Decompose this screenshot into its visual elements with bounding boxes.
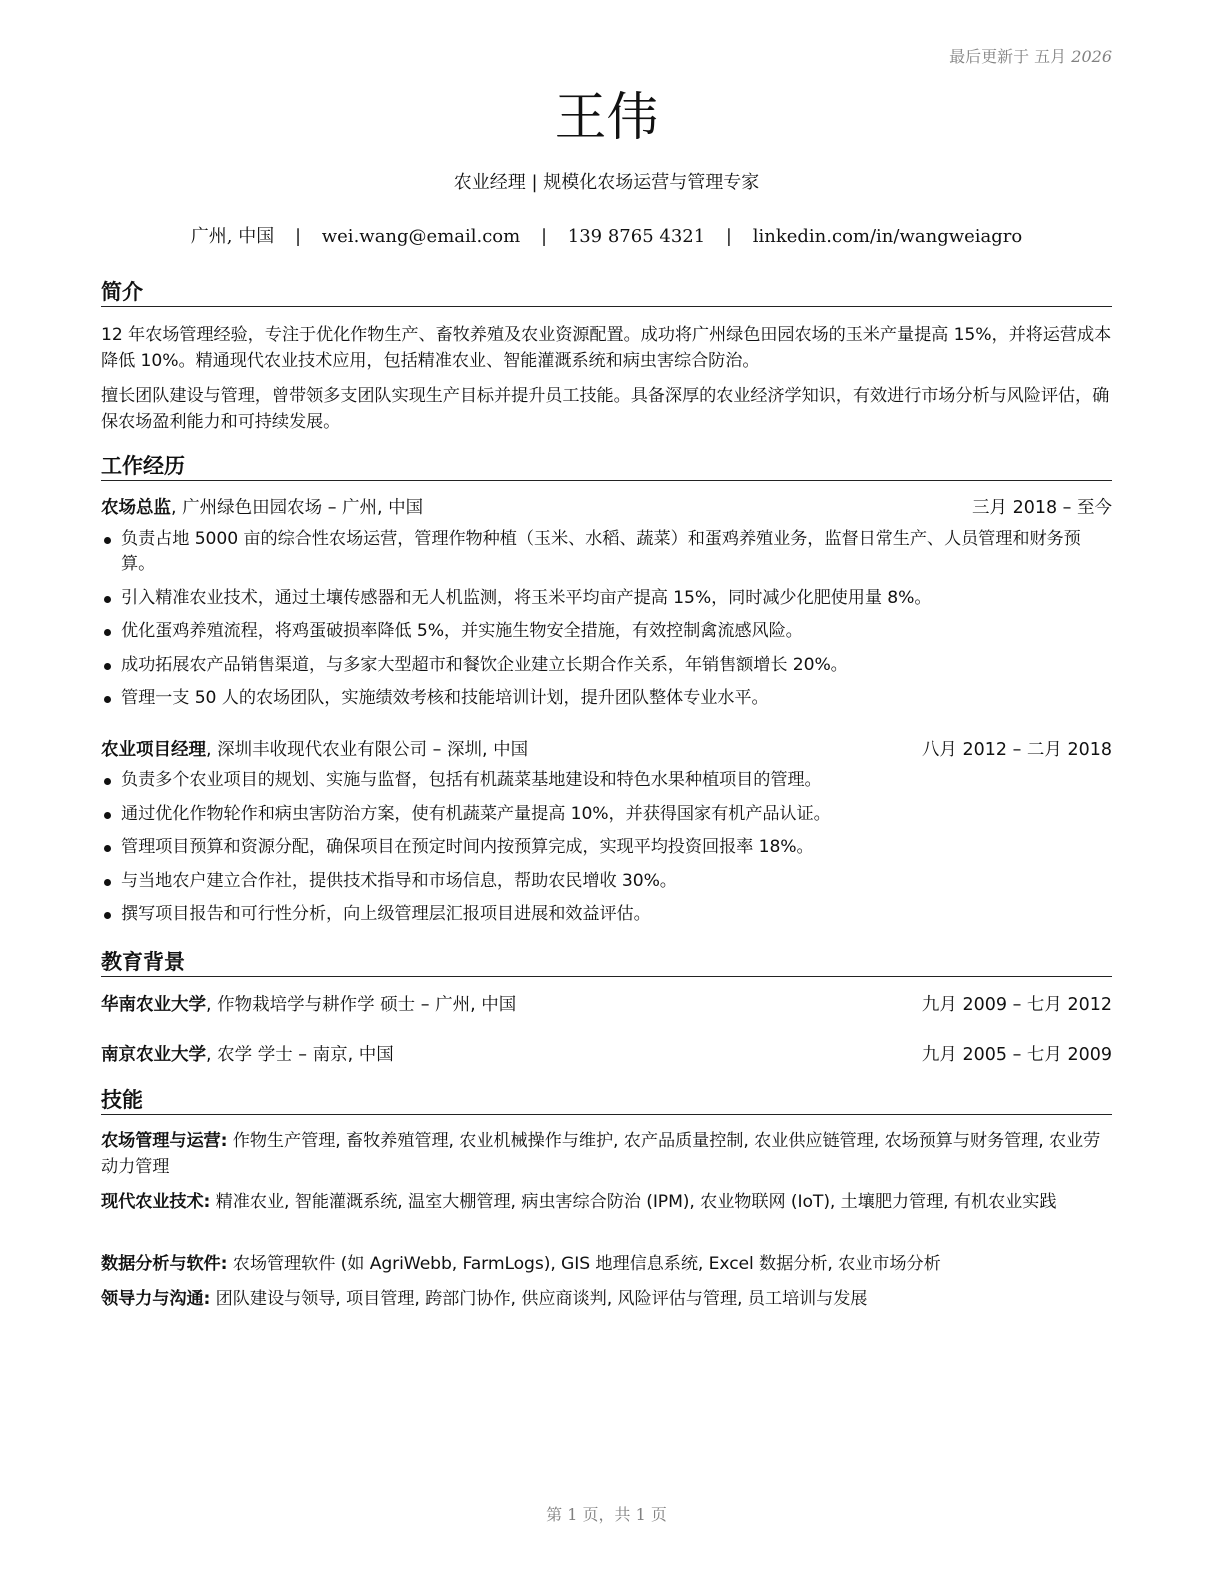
- degree-detail: , 作物栽培学与耕作学 硕士 – 广州, 中国: [206, 995, 517, 1015]
- skill-category: 农场管理与运营:: [101, 1131, 228, 1151]
- resume-page: [101, 0, 1112, 1584]
- job-dates: 三月 2018 – 至今: [972, 498, 1112, 518]
- skill-category: 数据分析与软件:: [101, 1254, 228, 1274]
- summary-paragraph: 擅长团队建设与管理，曾带领多支团队实现生产目标并提升员工技能。具备深厚的农业经济学知识，有效进行市场分析与风险评估，确保农场盈利能力和可持续发展。: [101, 386, 1110, 432]
- headline: 农业经理 | 规模化农场运营与管理专家: [453, 172, 760, 193]
- contact-separator: |: [294, 226, 302, 247]
- contact-linkedin-link[interactable]: linkedin.com/in/wangweiagro: [752, 226, 1023, 247]
- contact-separator: |: [725, 226, 732, 247]
- page-number: 第 1 页，共 1 页: [546, 1505, 667, 1524]
- education-dates: 九月 2005 – 七月 2009: [921, 1045, 1112, 1065]
- list-item: 通过优化作物轮作和病虫害防治方案，使有机蔬菜产量提高 10%，并获得国家有机产品认证。: [101, 802, 1112, 827]
- skill-list: 团队建设与领导, 项目管理, 跨部门协作, 供应商谈判, 风险评估与管理, 员工培训与发展: [210, 1289, 868, 1309]
- contact-separator: |: [540, 226, 548, 247]
- job-dates: 八月 2012 – 二月 2018: [921, 740, 1112, 760]
- job-organization: , 深圳丰收现代农业有限公司 – 深圳, 中国: [206, 740, 529, 760]
- job-header: [101, 737, 1112, 763]
- section-title-experience: 工作经历: [101, 452, 1112, 481]
- skill-row: [101, 1286, 1112, 1312]
- job-bullets: [101, 527, 1112, 720]
- job-title: 农业项目经理: [101, 740, 206, 760]
- list-item: 管理项目预算和资源分配，确保项目在预定时间内按预算完成，实现平均投资回报率 18%。: [101, 835, 1112, 860]
- summary-paragraph: 12 年农场管理经验，专注于优化作物生产、畜牧养殖及农业资源配置。成功将广州绿色田园农场的玉米产量提高 15%，并将运营成本降低 10%。精通现代农业技术应用，包括精准农业、智能灌溉系统和病虫害综合防治。: [101, 325, 1112, 371]
- job-bullets: [101, 768, 1112, 936]
- list-item: 成功拓展农产品销售渠道，与多家大型超市和餐饮企业建立长期合作关系，年销售额增长 20%。: [101, 653, 1112, 678]
- list-item: 管理一支 50 人的农场团队，实施绩效考核和技能培训计划，提升团队整体专业水平。: [101, 686, 1112, 711]
- education-dates: 九月 2009 – 七月 2012: [921, 995, 1112, 1015]
- skill-list: 精准农业, 智能灌溉系统, 温室大棚管理, 病虫害综合防治 (IPM), 农业物联网 (IoT), 土壤肥力管理, 有机农业实践: [210, 1192, 1057, 1212]
- skill-row: [101, 1251, 1112, 1277]
- candidate-name: 王伟: [554, 88, 659, 148]
- school-name: 南京农业大学: [101, 1045, 206, 1065]
- skill-row: [101, 1128, 1112, 1180]
- section-title-education: 教育背景: [101, 948, 1112, 977]
- section-title-summary: 简介: [101, 278, 1112, 307]
- section-title-skills: 技能: [101, 1086, 1112, 1115]
- list-item: 负责多个农业项目的规划、实施与监督，包括有机蔬菜基地建设和特色水果种植项目的管理。: [101, 768, 1112, 793]
- school-name: 华南农业大学: [101, 995, 206, 1015]
- skill-category: 领导力与沟通:: [101, 1289, 211, 1309]
- degree-detail: , 农学 学士 – 南京, 中国: [206, 1045, 394, 1065]
- list-item: 与当地农户建立合作社，提供技术指导和市场信息，帮助农民增收 30%。: [101, 869, 1112, 894]
- list-item: 撰写项目报告和可行性分析，向上级管理层汇报项目进展和效益评估。: [101, 902, 1112, 927]
- job-organization: , 广州绿色田园农场 – 广州, 中国: [171, 498, 424, 518]
- list-item: 负责占地 5000 亩的综合性农场运营，管理作物种植（玉米、水稻、蔬菜）和蛋鸡养殖业务，监督日常生产、人员管理和财务预算。: [101, 527, 1112, 577]
- contact-location: 广州, 中国: [190, 226, 275, 247]
- contact-line: [101, 224, 1112, 250]
- education-entry: [101, 992, 1112, 1018]
- contact-phone-link[interactable]: 139 8765 4321: [567, 226, 706, 247]
- last-updated-prefix: 最后更新于 五月: [949, 47, 1067, 66]
- skill-list: 作物生产管理, 畜牧养殖管理, 农业机械操作与维护, 农产品质量控制, 农业供应链管理, 农场预算与财务管理, 农业劳动力管理: [101, 1131, 1101, 1177]
- skill-list: 农场管理软件 (如 AgriWebb, FarmLogs), GIS 地理信息系统, Excel 数据分析, 农业市场分析: [227, 1254, 941, 1274]
- job-title: 农场总监: [101, 498, 171, 518]
- list-item: 优化蛋鸡养殖流程，将鸡蛋破损率降低 5%，并实施生物安全措施，有效控制禽流感风险。: [101, 619, 1112, 644]
- skill-category: 现代农业技术:: [101, 1192, 211, 1212]
- skill-row: [101, 1189, 1112, 1215]
- contact-email-link[interactable]: wei.wang@email.com: [321, 226, 521, 247]
- last-updated: [949, 44, 1112, 67]
- list-item: 引入精准农业技术，通过土壤传感器和无人机监测，将玉米平均亩产提高 15%，同时减少化肥使用量 8%。: [101, 586, 1112, 611]
- last-updated-year: 2026: [1071, 47, 1112, 66]
- education-entry: [101, 1042, 1112, 1068]
- job-header: [101, 495, 1112, 521]
